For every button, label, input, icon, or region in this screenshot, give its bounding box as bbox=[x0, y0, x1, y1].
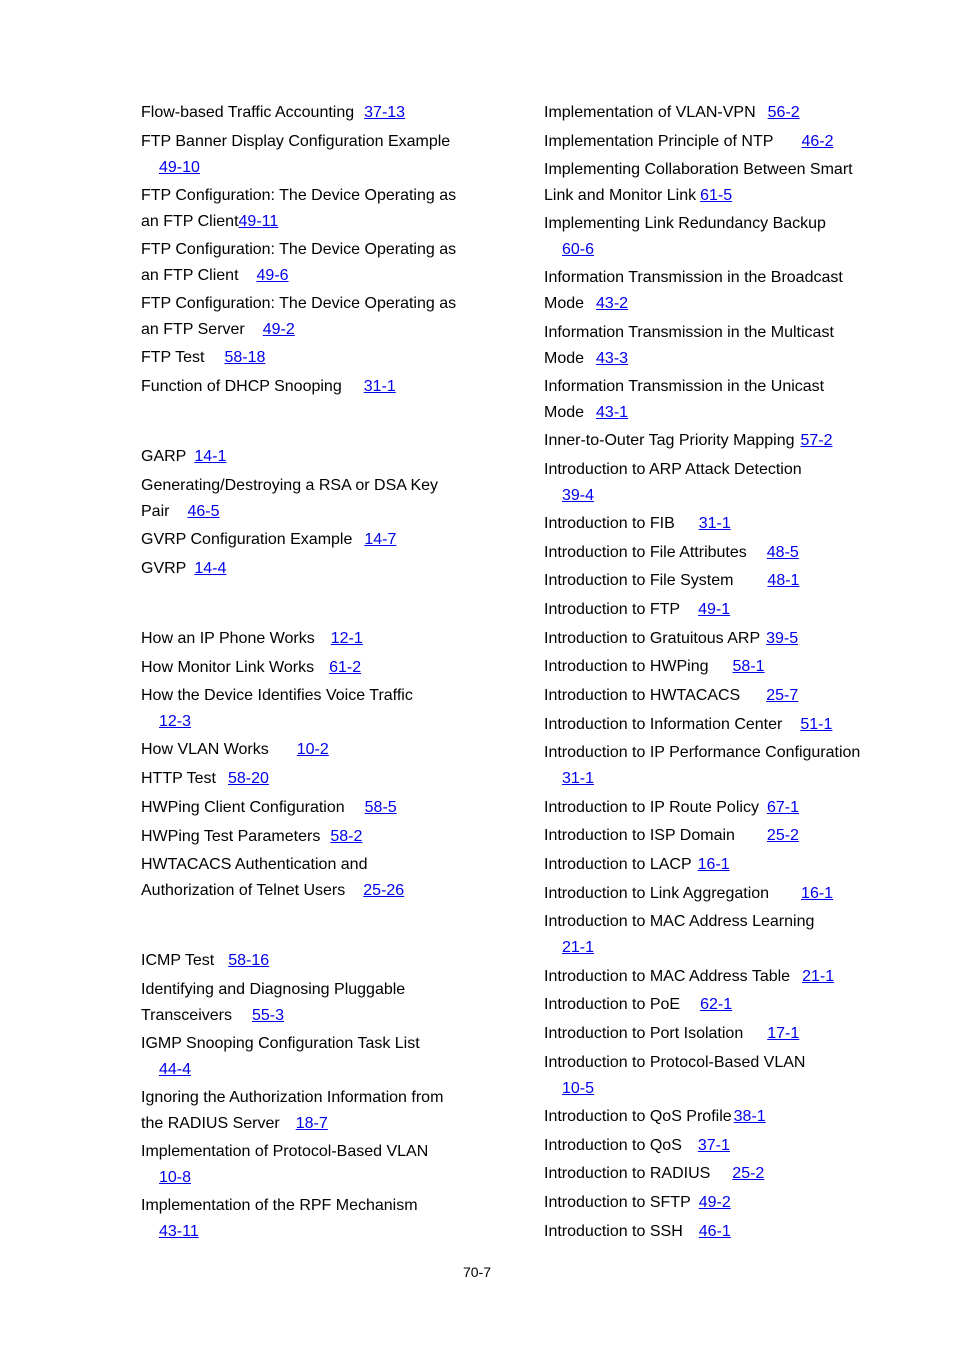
index-entry-text: Implementing Link Redundancy Backup bbox=[544, 215, 826, 232]
index-entry-text: Information Transmission in the Unicast bbox=[544, 378, 825, 395]
index-entry-text: Introduction to QoS bbox=[544, 1137, 682, 1154]
page-reference-link[interactable]: 58-20 bbox=[227, 770, 269, 787]
index-entry-text: Function of DHCP Snooping bbox=[141, 378, 342, 395]
index-entry-text: Introduction to FTP bbox=[544, 601, 681, 618]
index-entry-text: an FTP Server bbox=[141, 320, 245, 338]
index-entry-text: IGMP Snooping Configuration Task List bbox=[141, 1035, 420, 1052]
index-entry-text: HWPing Test Parameters bbox=[141, 828, 321, 845]
index-entry-text: GVRP Configuration Example bbox=[141, 531, 353, 548]
page-reference-link[interactable]: 43-1 bbox=[596, 403, 629, 421]
index-entry bbox=[141, 795, 471, 821]
index-entry bbox=[544, 1161, 874, 1187]
index-entry bbox=[544, 881, 874, 907]
index-entry bbox=[544, 1021, 874, 1047]
page-reference-link[interactable]: 14-4 bbox=[194, 560, 227, 577]
index-entry-text: HWPing Client Configuration bbox=[141, 799, 345, 816]
page-reference-link[interactable]: 49-10 bbox=[159, 158, 200, 176]
index-entry bbox=[544, 964, 874, 990]
index-entry bbox=[544, 992, 874, 1018]
page-reference-link[interactable]: 21-1 bbox=[802, 968, 835, 985]
index-entry bbox=[544, 320, 874, 371]
index-entry bbox=[544, 823, 874, 849]
index-entry-text: Introduction to File Attributes bbox=[544, 544, 747, 561]
index-entry bbox=[141, 852, 471, 903]
index-entry bbox=[544, 1133, 874, 1159]
index-entry bbox=[141, 655, 471, 681]
index-entry bbox=[141, 444, 471, 470]
index-entry-text: Introduction to Port Isolation bbox=[544, 1025, 744, 1042]
index-entry-text: Introduction to MAC Address Learning bbox=[544, 913, 815, 930]
index-entry bbox=[544, 712, 874, 738]
index-entry bbox=[141, 1085, 471, 1136]
index-entry bbox=[141, 824, 471, 850]
page-reference-link[interactable]: 62-1 bbox=[700, 996, 733, 1013]
page-reference-link[interactable]: 56-2 bbox=[767, 104, 800, 121]
index-entry bbox=[544, 157, 874, 208]
page-reference-link[interactable]: 46-5 bbox=[187, 502, 220, 520]
index-entry bbox=[544, 100, 874, 126]
page-reference-link[interactable]: 18-7 bbox=[295, 1114, 328, 1132]
index-entry bbox=[544, 597, 874, 623]
index-entry-text: Mode bbox=[544, 349, 585, 367]
index-entry bbox=[544, 909, 874, 960]
page-reference-link[interactable]: 38-1 bbox=[733, 1108, 766, 1125]
index-entry bbox=[544, 129, 874, 155]
index-entry bbox=[141, 129, 471, 180]
index-entry-text: Implementation of VLAN-VPN bbox=[544, 104, 756, 121]
index-entry-text: Introduction to SSH bbox=[544, 1223, 683, 1240]
page-reference-link[interactable]: 49-6 bbox=[256, 266, 289, 284]
page-reference-link[interactable]: 16-1 bbox=[697, 856, 730, 873]
index-entry-text: Link and Monitor Link bbox=[544, 186, 697, 204]
index-entry-text: How the Device Identifies Voice Traffic bbox=[141, 687, 413, 704]
page-reference-link[interactable]: 43-2 bbox=[596, 294, 629, 312]
index-entry bbox=[544, 211, 874, 262]
index-entry-text: Introduction to Link Aggregation bbox=[544, 885, 770, 902]
page-reference-link[interactable]: 44-4 bbox=[159, 1060, 192, 1078]
page-reference-link[interactable]: 48-1 bbox=[767, 572, 800, 589]
page-reference-link[interactable]: 14-1 bbox=[194, 448, 227, 465]
page-reference-link[interactable]: 17-1 bbox=[767, 1025, 800, 1042]
page-reference-link[interactable]: 16-1 bbox=[801, 885, 834, 902]
page-reference-link[interactable]: 48-5 bbox=[766, 544, 799, 561]
page-reference-link[interactable]: 58-1 bbox=[732, 658, 765, 675]
index-entry-text: GARP bbox=[141, 448, 187, 465]
page-reference-link[interactable]: 10-5 bbox=[562, 1079, 595, 1097]
page-reference-link[interactable]: 12-3 bbox=[159, 712, 192, 730]
index-entry bbox=[141, 626, 471, 652]
page-reference-link[interactable]: 31-1 bbox=[562, 769, 595, 787]
page-reference-link[interactable]: 31-1 bbox=[698, 515, 731, 532]
page-reference-link[interactable]: 55-3 bbox=[251, 1006, 285, 1024]
index-entry bbox=[544, 626, 874, 652]
page-reference-link[interactable]: 49-2 bbox=[262, 320, 295, 338]
index-entry-text: How an IP Phone Works bbox=[141, 630, 315, 647]
index-entry-text: Implementing Collaboration Between Smart bbox=[544, 161, 853, 178]
index-entry-text: an FTP Client bbox=[141, 266, 239, 284]
index-entry bbox=[141, 977, 471, 1028]
index-entry bbox=[141, 766, 471, 792]
index-entry bbox=[544, 457, 874, 508]
index-entry bbox=[544, 1050, 874, 1101]
index-entry bbox=[141, 374, 471, 400]
index-entry-text: FTP Test bbox=[141, 349, 205, 366]
index-entry-text: Introduction to MAC Address Table bbox=[544, 968, 791, 985]
index-entry-text: Identifying and Diagnosing Pluggable bbox=[141, 981, 406, 998]
index-entry bbox=[141, 737, 471, 763]
page-reference-link[interactable]: 49-2 bbox=[698, 1194, 731, 1211]
index-entry bbox=[544, 852, 874, 878]
index-entry bbox=[544, 795, 874, 821]
page-reference-link[interactable]: 37-1 bbox=[697, 1137, 730, 1154]
index-entry-text: Introduction to IP Performance Configuration bbox=[544, 744, 861, 761]
index-entry bbox=[544, 511, 874, 537]
index-entry bbox=[544, 568, 874, 594]
index-entry-text: How Monitor Link Works bbox=[141, 659, 315, 676]
index-entry-text: Introduction to FIB bbox=[544, 515, 675, 532]
page-reference-link[interactable]: 61-2 bbox=[329, 659, 362, 676]
index-entry-text: Ignoring the Authorization Information from bbox=[141, 1089, 444, 1106]
page-reference-link[interactable]: 12-1 bbox=[330, 630, 363, 647]
index-entry-text: Introduction to HWTACACS bbox=[544, 687, 741, 704]
index-entry bbox=[141, 1139, 471, 1190]
index-entry-text: Implementation of the RPF Mechanism bbox=[141, 1197, 418, 1214]
index-entry bbox=[141, 237, 471, 288]
index-entry bbox=[544, 683, 874, 709]
index-entry-text: FTP Banner Display Configuration Example bbox=[141, 133, 451, 150]
page-reference-link[interactable]: 25-7 bbox=[766, 687, 799, 704]
page-reference-link[interactable]: 58-18 bbox=[224, 349, 266, 366]
page-reference-link[interactable]: 43-11 bbox=[159, 1222, 199, 1240]
index-entry-text: Information Transmission in the Broadcast bbox=[544, 269, 843, 286]
page-reference-link[interactable]: 31-1 bbox=[363, 378, 396, 395]
index-entry bbox=[141, 100, 471, 126]
index-entry bbox=[141, 473, 471, 524]
index-entry bbox=[544, 374, 874, 425]
index-entry-text: Introduction to ISP Domain bbox=[544, 827, 735, 844]
index-entry-text: Introduction to LACP bbox=[544, 856, 692, 873]
page-reference-link[interactable]: 49-11 bbox=[238, 212, 279, 230]
page-reference-link[interactable]: 25-26 bbox=[363, 881, 405, 899]
index-entry-text: Flow-based Traffic Accounting bbox=[141, 104, 355, 121]
index-entry bbox=[141, 345, 471, 371]
index-entry-text: Generating/Destroying a RSA or DSA Key bbox=[141, 477, 439, 494]
index-entry bbox=[544, 1219, 874, 1245]
index-entry-text: Introduction to Protocol-Based VLAN bbox=[544, 1054, 806, 1071]
page-reference-link[interactable]: 37-13 bbox=[364, 104, 406, 121]
index-entry-text: Introduction to RADIUS bbox=[544, 1165, 711, 1182]
index-entry-text: Introduction to SFTP bbox=[544, 1194, 691, 1211]
page-reference-link[interactable]: 14-7 bbox=[364, 531, 397, 548]
index-entry-text: Transceivers bbox=[141, 1006, 232, 1024]
index-entry-text: HWTACACS Authentication and bbox=[141, 856, 368, 873]
page-reference-link[interactable]: 25-2 bbox=[732, 1165, 765, 1182]
index-entry-text: Introduction to Gratuitous ARP bbox=[544, 630, 761, 647]
page-reference-link[interactable]: 67-1 bbox=[766, 799, 799, 816]
index-entry-text: an FTP Client bbox=[141, 212, 239, 230]
index-entry bbox=[141, 556, 471, 582]
page-reference-link[interactable]: 51-1 bbox=[800, 716, 833, 733]
index-entry-text: Introduction to QoS Profile bbox=[544, 1108, 732, 1125]
index-entry-text: Information Transmission in the Multicast bbox=[544, 324, 834, 341]
index-entry-text: Pair bbox=[141, 502, 170, 520]
page-number: 70-7 bbox=[462, 1264, 492, 1280]
index-entry bbox=[141, 291, 471, 342]
index-entry-text: Authorization of Telnet Users bbox=[141, 881, 346, 899]
index-entry-text: the RADIUS Server bbox=[141, 1114, 280, 1132]
index-entry-text: HTTP Test bbox=[141, 770, 216, 787]
index-entry bbox=[544, 654, 874, 680]
page-reference-link[interactable]: 10-8 bbox=[159, 1168, 192, 1186]
index-entry-text: FTP Configuration: The Device Operating as bbox=[141, 187, 457, 204]
index-entry-text: Implementation Principle of NTP bbox=[544, 133, 774, 150]
index-entry-text: How VLAN Works bbox=[141, 741, 269, 758]
index-entry bbox=[141, 1031, 471, 1082]
index-entry bbox=[141, 948, 471, 974]
index-entry-text: Implementation of Protocol-Based VLAN bbox=[141, 1143, 429, 1160]
index-entry-text: Introduction to HWPing bbox=[544, 658, 709, 675]
index-entry bbox=[544, 1104, 874, 1130]
page-reference-link[interactable]: 57-2 bbox=[800, 432, 833, 449]
index-entry bbox=[544, 1190, 874, 1216]
page-reference-link[interactable]: 60-6 bbox=[562, 240, 595, 258]
index-entry-text: Introduction to IP Route Policy bbox=[544, 799, 759, 816]
page-reference-link[interactable]: 39-4 bbox=[562, 486, 595, 504]
page-reference-link[interactable]: 58-2 bbox=[330, 828, 363, 845]
index-entry bbox=[544, 740, 874, 791]
index-entry-text: FTP Configuration: The Device Operating as bbox=[141, 295, 457, 312]
page-reference-link[interactable]: 39-5 bbox=[766, 630, 799, 647]
page-reference-link[interactable]: 46-1 bbox=[698, 1223, 731, 1240]
page-reference-link[interactable]: 10-2 bbox=[296, 741, 329, 758]
page-reference-link[interactable]: 58-16 bbox=[228, 952, 270, 969]
index-entry bbox=[141, 527, 471, 553]
index-entry-text: Mode bbox=[544, 294, 585, 312]
index-entry-text: ICMP Test bbox=[141, 952, 215, 969]
index-entry-text: Introduction to PoE bbox=[544, 996, 681, 1013]
index-entry-text: GVRP bbox=[141, 560, 187, 577]
index-entry-text: Inner-to-Outer Tag Priority Mapping bbox=[544, 432, 795, 449]
index-entry bbox=[141, 183, 471, 234]
index-entry-text: FTP Configuration: The Device Operating as bbox=[141, 241, 457, 258]
page-reference-link[interactable]: 43-3 bbox=[596, 349, 629, 367]
index-entry-text: Introduction to ARP Attack Detection bbox=[544, 461, 802, 478]
index-entry bbox=[544, 265, 874, 316]
index-entry bbox=[141, 683, 471, 734]
page-reference-link[interactable]: 58-5 bbox=[364, 799, 397, 816]
page-reference-link[interactable]: 21-1 bbox=[562, 938, 595, 956]
index-entry-text: Mode bbox=[544, 403, 585, 421]
index-entry bbox=[544, 540, 874, 566]
index-entry-text: Introduction to Information Center bbox=[544, 716, 783, 733]
index-entry bbox=[544, 428, 874, 454]
index-entry bbox=[141, 1193, 471, 1244]
page-reference-link[interactable]: 46-2 bbox=[801, 133, 834, 150]
page-reference-link[interactable]: 49-1 bbox=[698, 601, 731, 618]
page-reference-link[interactable]: 25-2 bbox=[766, 827, 799, 844]
index-entry-text: Introduction to File System bbox=[544, 572, 734, 589]
page-reference-link[interactable]: 61-5 bbox=[700, 186, 733, 204]
